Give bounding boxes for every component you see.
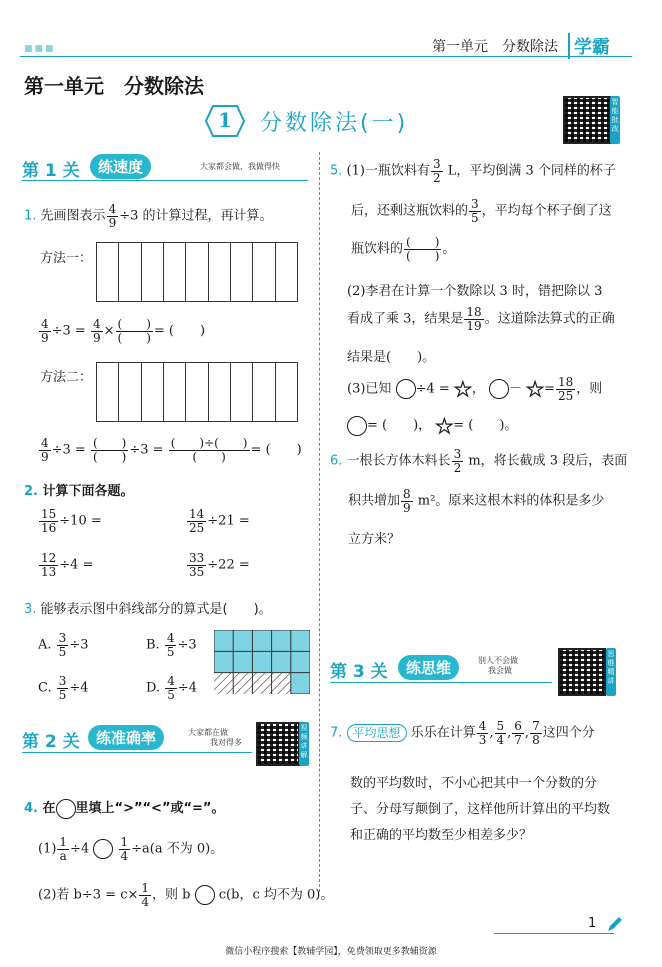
q1-eq2-blank2-den[interactable]: ( )	[192, 449, 226, 464]
q1-eq2-mid: ÷3 =	[129, 442, 164, 458]
q1-eq1-blank-frac[interactable]	[116, 318, 153, 344]
q2-item3-num: 12	[41, 551, 57, 565]
section1-rule	[22, 180, 308, 181]
q5-p3-circle-answer[interactable]: = ( )，	[367, 418, 432, 433]
q5-p3-c: ，	[471, 381, 485, 397]
lesson-title: 分数除法(一)	[260, 111, 409, 136]
q7-tag: 平均思想	[347, 724, 407, 742]
q4-p1-answer-circle[interactable]	[93, 839, 113, 859]
q7-f4-num: 7	[532, 719, 540, 733]
q1-eq1-frac-num: 4	[41, 317, 49, 331]
q5-p3-star-answer[interactable]: = ( )。	[453, 418, 518, 433]
q2-number: 2.	[24, 484, 38, 499]
q5-p3-b: ÷4 =	[415, 381, 450, 397]
q1-eq2-frac-den: 9	[41, 449, 49, 464]
q5-p1-f2-den: 5	[471, 210, 479, 225]
q7-f2-num: 5	[496, 719, 505, 733]
q5-p3-f-num: 18	[558, 375, 574, 389]
q7-number: 7.	[330, 725, 343, 741]
q2-item1-num: 15	[41, 507, 57, 521]
q3-optA-den: 5	[58, 644, 67, 659]
q1-text-b: ÷3 的计算过程，再计算。	[119, 208, 273, 224]
q1-method1-label: 方法一：	[40, 251, 93, 266]
q5-p1-c: 后，还剩这瓶饮料的	[351, 203, 469, 219]
brand-logo: 学霸	[568, 33, 610, 59]
q1-prompt	[24, 203, 273, 229]
q1-eq2-blank1-den[interactable]: ( )	[92, 449, 127, 464]
q3-optB-den: 5	[166, 644, 175, 659]
q2-item4-den: 35	[189, 564, 205, 579]
section2-note-line2: 我对得多	[210, 738, 242, 748]
q3-optC-den: 5	[58, 687, 67, 702]
qr-code-section2[interactable]	[256, 722, 300, 766]
q6-d: m²。原来这根木料的体积是多少	[413, 493, 605, 509]
q2-item-2[interactable]	[186, 508, 250, 534]
section1-label: 第 1 关	[22, 161, 80, 181]
q5-p1-a: (1)一瓶饮料有	[346, 163, 430, 179]
qr-tag-top: 智能批改	[610, 96, 620, 144]
lesson-number: 1	[218, 108, 232, 132]
q3-option-c[interactable]	[38, 675, 89, 701]
q5-p1-f-den: 2	[432, 170, 441, 185]
q6-line1	[330, 448, 627, 474]
q5-p2-c: 。这道除法算式的正确	[484, 311, 615, 327]
q5-p1-d: ，平均每个杯子倒了这	[481, 203, 612, 219]
q3-optC-op: ÷4	[69, 680, 89, 696]
q1-number: 1.	[24, 208, 37, 224]
q6-f1-num: 3	[453, 447, 462, 461]
q3-optD-den: 5	[167, 687, 175, 702]
q1-eq2-blank1-num[interactable]: ( )	[92, 436, 127, 450]
q6-a: 一根长方体木料长	[346, 453, 451, 469]
q2-item3-op: ÷4 =	[59, 557, 94, 573]
section3-rule	[330, 682, 552, 683]
q7-f1-den: 3	[478, 732, 487, 747]
q1-eq2-frac-num: 4	[41, 436, 49, 450]
q4-text-b: 里填上“>”“<”或“=”。	[75, 801, 225, 816]
q5-circle-icon-2	[489, 379, 509, 399]
q5-p1-f: 。	[442, 241, 456, 257]
q5-star-icon-3: ★	[435, 413, 454, 438]
q3-prompt	[24, 598, 272, 617]
q2-item2-op: ÷21 =	[207, 513, 250, 529]
q7-f3-den: 7	[514, 732, 522, 747]
q1-equation1	[38, 318, 205, 344]
q3-option-d[interactable]	[146, 675, 197, 701]
q1-equation2	[38, 437, 302, 463]
q6-line3: 立方米？	[348, 532, 401, 547]
q4-p2-f-num: 1	[141, 881, 150, 895]
q3-optB-op: ÷3	[177, 637, 197, 653]
q4-p2-answer-circle[interactable]	[195, 885, 215, 905]
q3-optA-label: A.	[38, 637, 52, 653]
q4-text-a: 在	[42, 801, 56, 816]
q5-p1-e: 瓶饮料的	[351, 241, 404, 257]
q7-line3: 子、分母写颠倒了，这样他所计算出的平均数	[350, 802, 611, 817]
q3-optC-label: C.	[38, 680, 52, 696]
q4-p1-prefix: (1)	[38, 841, 57, 857]
q2-prompt	[24, 480, 134, 499]
q5-p1-f2-num: 3	[471, 197, 479, 211]
q1-eq2-blank-frac2[interactable]	[169, 437, 250, 463]
q1-method2-label: 方法二：	[40, 370, 93, 385]
q1-eq1-times: ×	[103, 323, 115, 339]
q5-p2-line1: (2)李君在计算一个数除以 3 时，错把除以 3	[347, 284, 603, 299]
q1-bar-method2[interactable]	[96, 362, 298, 422]
q4-p1-f2-num: 1	[120, 835, 129, 849]
q4-number: 4.	[24, 801, 38, 816]
q2-item4-op: ÷22 =	[207, 557, 250, 573]
q4-p2-f-den: 4	[141, 894, 150, 909]
header-rule	[20, 56, 632, 57]
q5-line1	[330, 158, 616, 184]
q5-p3-d: －	[509, 381, 523, 397]
pencil-icon	[605, 914, 625, 934]
q1-eq2-blank2-num[interactable]: ( )÷( )	[170, 436, 248, 450]
q4-p1-suffix: ÷a(a 不为 0)。	[131, 841, 224, 857]
q2-item-1[interactable]	[38, 508, 102, 534]
q5-p2-line2	[347, 306, 615, 332]
q1-frac-den: 9	[108, 215, 117, 230]
q5-number: 5.	[330, 163, 343, 179]
q5-circle-icon-3	[347, 416, 367, 436]
q1-eq2-blank-frac1[interactable]	[91, 437, 128, 463]
q1-eq2-answer[interactable]: = ( )	[250, 442, 302, 458]
q5-star-icon: ★	[453, 377, 472, 402]
page-title: 第一单元 分数除法	[24, 74, 204, 98]
q3-optB-label: B.	[146, 637, 160, 653]
q4-part2	[38, 882, 333, 908]
q4-p2-suffix: c(b，c 均不为 0)。	[218, 887, 334, 903]
section3-note	[478, 656, 518, 677]
q1-text-a: 先画图表示	[40, 208, 106, 224]
q2-item3-den: 13	[41, 564, 57, 579]
q5-p3-line1	[347, 376, 602, 402]
q7-line4: 和正确的平均数至少相差多少？	[350, 828, 533, 843]
q3-optD-label: D.	[146, 680, 161, 696]
q3-option-b[interactable]	[146, 632, 197, 658]
q4-part1	[38, 836, 223, 862]
q2-item4-num: 33	[189, 551, 205, 565]
q1-eq1-blank-den[interactable]: ( )	[117, 330, 151, 345]
q4-prompt	[24, 797, 224, 819]
q7-b: 这四个分	[542, 725, 595, 741]
q4-p2-mid: ，则 b	[152, 887, 191, 903]
qr-code-section3[interactable]	[558, 648, 606, 696]
q5-p1-b: L，平均倒满 3 个同样的杯子	[443, 163, 616, 179]
section1-note: 大家都会做，我做得快	[200, 162, 280, 171]
q5-p3-line2	[347, 414, 517, 436]
section2-badge: 练准确率	[88, 725, 164, 750]
q2-item2-num: 14	[189, 507, 205, 521]
q7-f4-den: 8	[532, 732, 540, 747]
q1-eq1-frac-den: 9	[41, 330, 49, 345]
header-dots: ■■■	[24, 44, 56, 54]
q6-f2-num: 8	[403, 487, 411, 501]
q5-p3-f: ，则	[576, 381, 603, 397]
q5-p2-f-den: 19	[466, 318, 482, 333]
q2-item-3[interactable]	[38, 552, 93, 578]
q4-p2-prefix: (2)若 b÷3 = c×	[38, 887, 139, 903]
q5-line2	[351, 198, 612, 224]
q5-p1-f-num: 3	[432, 157, 441, 171]
q2-item1-den: 16	[41, 520, 57, 535]
section2-note	[188, 728, 242, 749]
q1-eq1-frac2-den: 9	[92, 330, 101, 345]
section2-rule	[22, 752, 252, 753]
footer-promo: 微信小程序搜索【教辅学园】，免费领取更多教辅资源	[225, 947, 437, 957]
q2-item1-op: ÷10 =	[59, 513, 102, 529]
q3-optA-op: ÷3	[69, 637, 89, 653]
q7-line1: 7. 平均思想 乐乐在计算 $\frac{4}{3}$ , $\frac{5}{4}$ , $\frac{6}{7}$ , $\frac{7}{8}$ 这四个分	[330, 719, 595, 747]
q7-f1-num: 4	[478, 719, 487, 733]
q1-frac-num: 4	[108, 202, 117, 216]
q4-p1-f1-den: a	[59, 848, 67, 863]
section3-note-line2: 我会做	[488, 666, 512, 676]
q6-line2	[348, 488, 604, 514]
q1-fraction	[107, 203, 119, 229]
section1-badge: 练速度	[90, 154, 151, 179]
footer-rule	[494, 933, 614, 934]
header-section-title: 第一单元 分数除法	[432, 39, 558, 55]
qr-tag-section2: 视频讲解	[299, 722, 309, 766]
q5-p1-blank-frac[interactable]	[404, 236, 441, 262]
q1-eq1-frac2-num: 4	[92, 317, 101, 331]
q3-optA-num: 3	[58, 631, 67, 645]
q6-number: 6.	[330, 453, 343, 469]
q1-eq2-left: ÷3 =	[51, 442, 86, 458]
q5-p2-f-num: 18	[466, 305, 482, 319]
page-number: 1	[588, 916, 597, 931]
q3-grid-figure	[214, 630, 310, 694]
q4-p1-op: ÷4	[70, 841, 90, 857]
q7-f3-num: 6	[514, 719, 522, 733]
qr-tag-section3: 思维精讲	[606, 648, 616, 696]
q5-star-icon-2: ★	[526, 377, 545, 402]
q3-optB-num: 4	[166, 631, 175, 645]
q4-p1-f2-den: 4	[120, 848, 129, 863]
q5-p2-b: 看成了乘 3，结果是	[347, 311, 464, 327]
q5-p3-f-den: 25	[558, 388, 574, 403]
q7-f2-den: 4	[496, 732, 505, 747]
section3-badge: 练思维	[398, 655, 459, 680]
q1-bar-method1[interactable]	[96, 242, 298, 302]
q6-f2-den: 9	[403, 500, 411, 515]
lesson-number-badge	[205, 104, 245, 138]
q1-eq1-left: ÷3 =	[51, 323, 86, 339]
q3-optC-num: 3	[58, 674, 67, 688]
q5-circle-icon	[396, 379, 416, 399]
section3-note-line1: 别人不会做	[478, 656, 518, 665]
q5-p3-a: (3)已知	[347, 381, 392, 397]
q6-c: 积共增加	[348, 493, 401, 509]
q5-p2-line3[interactable]: 结果是( )。	[347, 350, 436, 365]
q2-item2-den: 25	[189, 520, 205, 535]
section3-label: 第 3 关	[330, 662, 388, 682]
q5-line3	[351, 236, 455, 262]
q2-text: 计算下面各题。	[42, 484, 134, 499]
q3-number: 3.	[24, 602, 37, 617]
q3-optD-op: ÷4	[177, 680, 198, 696]
column-divider	[319, 152, 320, 892]
q5-blank-den[interactable]: ( )	[406, 248, 440, 263]
q3-option-a[interactable]	[38, 632, 88, 658]
q3-optD-num: 4	[167, 674, 175, 688]
qr-code-top[interactable]	[563, 96, 611, 144]
q1-eq1-answer[interactable]: = ( )	[153, 323, 206, 339]
q4-circle-icon	[56, 799, 76, 819]
q6-b: m，将长截成 3 段后，表面	[464, 453, 628, 469]
section2-label: 第 2 关	[22, 732, 80, 752]
q7-line2: 数的平均数时，不小心把其中一个分数的分	[350, 776, 598, 791]
q3-text: 能够表示图中斜线部分的算式是( )。	[40, 602, 272, 617]
q4-p1-f1-num: 1	[59, 835, 68, 849]
q1-eq1-blank-num[interactable]: ( )	[117, 317, 151, 331]
q6-f1-den: 2	[453, 460, 462, 475]
q5-blank-num[interactable]: ( )	[406, 235, 440, 249]
q5-p3-e: =	[544, 381, 555, 397]
q2-item-4[interactable]	[186, 552, 250, 578]
q7-a: 乐乐在计算	[410, 725, 476, 741]
section2-note-line1: 大家都在做	[188, 728, 228, 737]
